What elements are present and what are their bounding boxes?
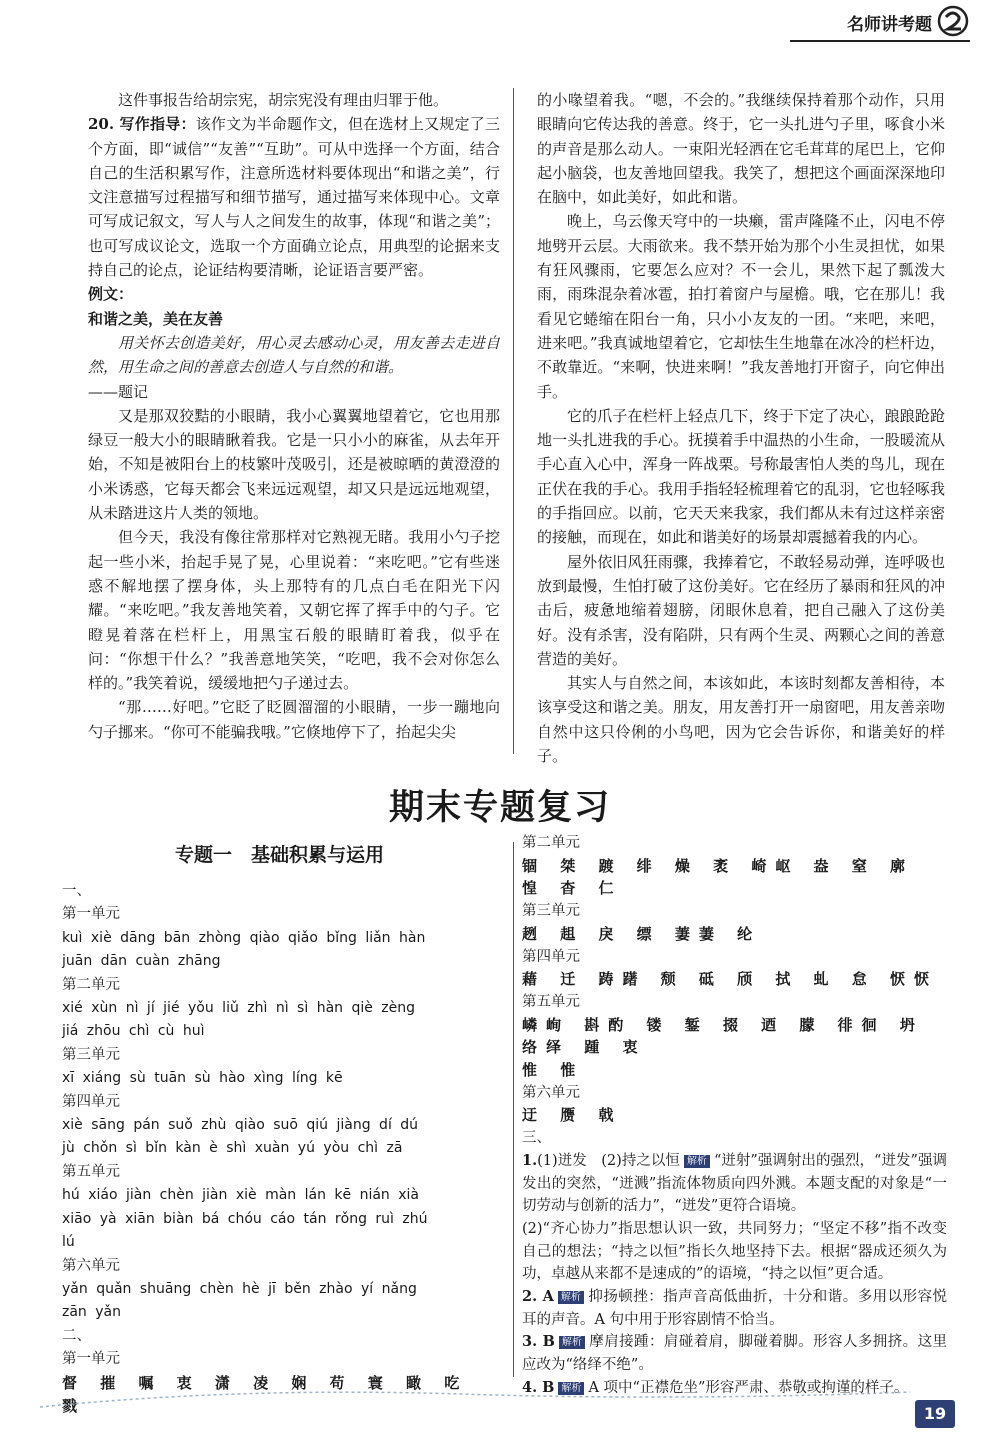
unit-label: 第五单元 — [522, 993, 580, 1010]
essay-paragraph: 的小喙望着我。“嗯，不会的。”我继续保持着那个动作，只用眼睛向它传达我的善意。终于，它一头扎进勺子里，啄食小米的声音是那么动人。一束阳光轻洒在它毛茸茸的尾巴上，它仰起小脑袋，也友善地回望我。我笑了，想把这个画面深深地印在脑中，如此美好，如此和谐。 — [537, 91, 945, 207]
pinyin-line: jiá zhōu chì cù huì — [62, 1023, 205, 1040]
pinyin-line: juān dān cuàn zhāng — [62, 953, 221, 970]
item-20 — [88, 112, 500, 282]
pinyin-line: xiāo yà xiān biàn bá chóu cáo tán rǒng ruì zhú — [62, 1210, 428, 1227]
brand-logo-icon — [936, 4, 970, 38]
essay-paragraph: 它的爪子在栏杆上轻点几下，终于下定了决心，踉踉跄跄地一头扎进我的手心。抚摸着手中温热的小生命，一股暖流从手心直入心中，浑身一阵战栗。号称最害怕人类的鸟儿，现在正伏在我的手心。我用手指轻轻梳理着它的乱羽，它也轻啄我的手指回应。以前，它天天来我家，我们都从未有过这样亲密的接触，而现在，如此和谐美好的场景却震撼着我的内心。 — [537, 406, 945, 547]
section-title: 期末专题复习 — [388, 788, 611, 828]
character-line: 趔 趄 戾 缥 萋萋 纶 — [522, 924, 762, 943]
pinyin-line: xiè sāng pán suǒ zhù qiào suō qiú jiàng dí dú — [62, 1117, 419, 1134]
answer-text: 抑扬顿挫：指声音高低曲折，十分和谐。多用以形容悦耳的声音。A 句中用于形容剧情不恰当。 — [522, 1289, 948, 1328]
part-label: 一、 — [62, 883, 91, 899]
lead-text: 这件事报告给胡宗宪，胡宗宪没有理由归罪于他。 — [118, 91, 449, 109]
essay-paragraph: 晚上，乌云像天穹中的一块癞，雷声隆隆不止，闪电不停地劈开云层。大雨欲来。我不禁开始为那个小生灵担忧，如果有狂风骤雨，它要怎么应对？不一会儿，果然下起了瓢泼大雨，雨珠混杂着冰雹，拍打着窗户与屋檐。哦，它在那儿！我看见它蜷缩在阳台一角，只小小友友的一团。“来吧，来吧，进来吧。”我真诚地望着它，它却怯生生地靠在冰冷的栏杆边，不敢靠近。“来啊，快进来啊！”我友善地打开窗子，向它伸出手。 — [537, 212, 945, 401]
column-divider — [513, 88, 514, 754]
answer-number: 3. B — [522, 1333, 555, 1351]
pinyin-line: jù chǒn sì bǐn kàn è shì xuàn yú yòu chì zā — [62, 1140, 403, 1157]
answer-text: A 项中“正襟危坐”形容严肃、恭敬或拘谨的样子。 — [588, 1379, 909, 1396]
left-column — [88, 88, 500, 744]
analysis-badge: 解析 — [684, 1155, 710, 1168]
pinyin-line: zān yǎn — [62, 1304, 121, 1321]
analysis-badge: 解析 — [559, 1336, 585, 1349]
example-label: 例文： — [88, 285, 134, 304]
essay-paragraph: 又是那双狡黠的小眼睛，我小心翼翼地望着它，它也用那绿豆一般大小的眼睛瞅着我。它是一只小小的麻雀，从去年开始，不知是被阳台上的枝繁叶茂吸引，还是被晾晒的黄澄澄的小米诱惑，它每天都会飞来远远观望，却又只是远远地观望，从未踏进这片人类的领地。 — [88, 406, 500, 523]
column-divider — [513, 842, 514, 1377]
epigraph: 用关怀去创造美好，用心灵去感动心灵，用友善去走进自然，用生命之间的善意去创造人与自然的和谐。 — [88, 333, 500, 377]
bottom-left-column — [62, 840, 497, 1418]
answer-item — [522, 1331, 947, 1376]
answer-text: “迸射”强调射出的强烈，“迸发”强调发出的突然，“迸溅”指流体物质向四外溅。本题支配的对象是“一切劳动与创新的活力”，“迸发”更符合语境。 — [522, 1152, 947, 1215]
character-line: 惟 惟 — [522, 1061, 585, 1080]
pinyin-line: xī xiáng sù tuān sù hào xìng líng kē — [62, 1070, 343, 1087]
unit-label: 第五单元 — [62, 1163, 120, 1180]
answer-item — [522, 1286, 947, 1331]
pinyin-line: kuì xiè dāng bān zhòng qiào qiǎo bǐng liǎn hàn — [62, 929, 426, 946]
essay-paragraph: 但今天，我没有像往常那样对它熟视无睹。我用小勺子挖起一些小米，抬起手晃了晃，心里说着：“来吃吧。”它有些迷惑不解地摆了摆身体，头上那特有的几点白毛在阳光下闪耀。“来吃吧。”我友善地笑着，又朝它挥了挥手中的勺子。它瞪晃着落在栏杆上，用黑宝石般的眼睛盯着我，似乎在问：“你想干什么？”我善意地笑笑，“吃吧，我不会对你怎么样的。”我笑着说，缓缓地把勺子递过去。 — [88, 528, 500, 693]
answer-number: 4. B — [522, 1378, 555, 1396]
item-20-label: 20. 写作指导： — [88, 115, 196, 134]
essay-paragraph: 其实人与自然之间，本该如此，本该时刻都友善相待，本该享受这和谐之美。朋友，用友善打开一扇窗吧，用友善亲吻自然中这只伶俐的小鸟吧，因为它会告诉你，和谐美好的样子。 — [537, 674, 945, 766]
pinyin-line: hú xiáo jiàn chèn jiàn xiè màn lán kē nián xià — [62, 1187, 419, 1204]
unit-label: 第六单元 — [62, 1257, 120, 1274]
analysis-badge: 解析 — [558, 1382, 584, 1395]
part-label: 三、 — [522, 1130, 551, 1147]
character-line: 藉 迁 踌躇 颓 砥 颀 拭 虬 怠 恹恹 — [522, 970, 939, 989]
character-line: 督 摧 嘱 衷 潇 凌 娴 苟 寰 瞰 吃 戮 — [62, 1373, 469, 1415]
unit-label: 第一单元 — [62, 1351, 120, 1368]
unit-label: 第三单元 — [62, 1046, 120, 1063]
part-label: 二、 — [62, 1327, 91, 1344]
unit-label: 第六单元 — [522, 1084, 580, 1101]
answer-extra: (2)“齐心协力”指思想认识一致，共同努力；“坚定不移”指不改变自己的想法；“持之以恒”指长久地坚持下去。根据“器成还须久为功，卓越从来都不是速成的”的语境，“持之以恒”更合适。 — [522, 1220, 947, 1283]
footer-wave-decoration — [40, 1379, 910, 1412]
right-column — [537, 88, 945, 768]
essay-paragraph: 屋外依旧风狂雨骤，我捧着它，不敢轻易动弹，连呼吸也放到最慢，生怕打破了这份美好。它在经历了暴雨和狂风的冲击后，疲惫地缩着翅膀，闭眼休息着，把自己融入了这份美好。没有杀害，没有陷阱，只有两个生灵、两颗心之间的善意营造的美好。 — [537, 552, 945, 668]
pinyin-line: lú — [62, 1234, 75, 1251]
answer-head: (1)迸发 (2)持之以恒 — [537, 1152, 680, 1169]
answers — [522, 1150, 947, 1400]
unit-label: 第三单元 — [522, 903, 580, 920]
answer-number: 1. — [522, 1151, 538, 1169]
character-line: 迂 赝 戟 — [522, 1106, 623, 1125]
answer-item — [522, 1150, 947, 1218]
unit-label: 第二单元 — [62, 976, 120, 993]
header-rule — [790, 40, 970, 42]
unit-label: 第四单元 — [522, 948, 580, 965]
essay-paragraph: “那……好吧。”它眨了眨圆溜溜的小眼睛，一步一蹦地向勺子挪来。“你可不能骗我哦。”它倏地停下了，抬起尖尖 — [88, 698, 500, 741]
unit-label: 第四单元 — [62, 1093, 120, 1110]
page-number: 19 — [915, 1400, 955, 1428]
essay-title: 和谐之美，美在友善 — [88, 309, 224, 328]
answer-text: 摩肩接踵：肩碰着肩，脚碰着脚。形容人多拥挤。这里应改为“络绎不绝”。 — [522, 1334, 947, 1374]
pinyin-line: yǎn quǎn shuāng chèn hè jī běn zhào yí nǎng — [62, 1280, 417, 1297]
answer-number: 2. A — [522, 1288, 554, 1306]
bottom-right-column — [522, 832, 947, 1400]
item-20-text: 该作文为半命题作文，但在选材上又规定了三个方面，即“诚信”“友善”“互助”。可从中选择一个方面，结合自己的生活积累写作，注意所选材料要体现出“和谐之美”，行文注意描写过程描写和细节描写，通过描写来体现中心。文章可写成记叙文，写人与人之间发生的故事，体现“和谐之美”；也可写成议论文，选取一个方面确立论点，用典型的论据来支持自己的论点，论证结构要清晰，论证语言要严密。 — [88, 115, 500, 280]
pinyin-line: xié xùn nì jí jié yǒu liǔ zhì nì sì hàn qiè zèng — [62, 1000, 416, 1017]
unit-label: 第一单元 — [62, 906, 120, 923]
analysis-badge: 解析 — [558, 1291, 584, 1304]
unit-label: 第二单元 — [522, 835, 580, 851]
character-line: 嶙峋 斟酌 镂 錾 掇 迺 朦 徘徊 坍 络绎 踵 衷 — [522, 1015, 924, 1057]
character-line: 锢 桀 踱 绯 燥 袤 崎岖 盎 窒 廓 惶 杳 仁 — [522, 856, 915, 898]
topic-title: 专题一 基础积累与运用 — [174, 844, 384, 866]
header-brand: 名师讲考题 — [847, 15, 932, 35]
epigraph-signature: ——题记 — [88, 382, 149, 401]
